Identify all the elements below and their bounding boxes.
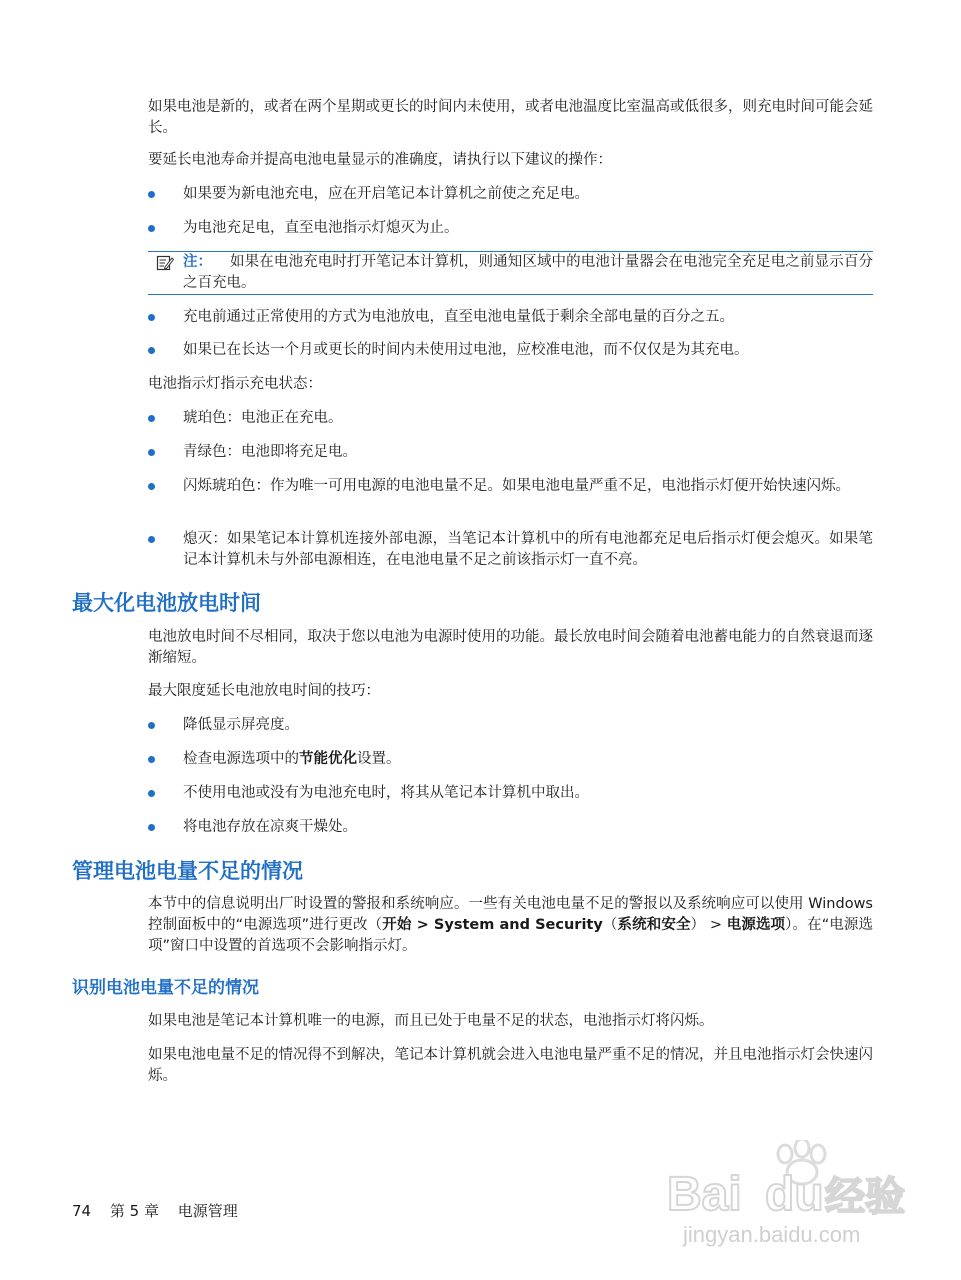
list-item: 为电池充足电，直至电池指示灯熄灭为止。 (148, 218, 873, 239)
bullet-icon (148, 824, 155, 831)
list-item: 将电池存放在凉爽干燥处。 (148, 817, 873, 838)
page-footer (72, 1201, 252, 1222)
bullet-icon (148, 191, 155, 198)
note-pencil-icon (156, 254, 174, 272)
section-heading-low-battery: 管理电池电量不足的情况 (72, 859, 303, 883)
list-item: 青绿色：电池即将充足电。 (148, 442, 873, 463)
maximize-paragraph-1: 电池放电时间不尽相同，取决于您以电池为电源时使用的功能。最长放电时间会随着电池蓄电能力的自然衰退而逐渐缩短。 (148, 629, 873, 666)
list-item: 琥珀色：电池正在充电。 (148, 408, 873, 429)
list-item: 充电前通过正常使用的方式为电池放电，直至电池电量低于剩余全部电量的百分之五。 (148, 307, 873, 328)
bullet-icon (148, 415, 155, 422)
list-item: 检查电源选项中的节能优化设置。 (148, 749, 873, 770)
intro-paragraph-1: 如果电池是新的，或者在两个星期或更长的时间内未使用，或者电池温度比室温高或低很多，则充电时间可能会延长。 (148, 99, 873, 136)
watermark-logo-text: Bai (667, 1168, 742, 1221)
bullet-icon (148, 722, 155, 729)
bullet-icon (148, 449, 155, 456)
page-number: 74 (72, 1202, 92, 1220)
list-item: 降低显示屏亮度。 (148, 715, 873, 736)
bullet-icon (148, 314, 155, 321)
subsection-heading-identify: 识别电池电量不足的情况 (72, 978, 259, 998)
low-battery-paragraph: 本节中的信息说明出厂时设置的警报和系统响应。一些有关电池电量不足的警报以及系统响应可以使用 Windows 控制面板中的“电源选项”进行更改（开始 > System and Security（系统和安全） > 电源选项）。在“电源选项”窗口中设置的首选项不会影响指示灯。 (148, 896, 874, 954)
bullet-icon (148, 347, 155, 354)
baidu-watermark (665, 1140, 925, 1250)
list-item: 不使用电池或没有为电池充电时，将其从笔记本计算机中取出。 (148, 783, 873, 804)
chapter-title: 电源管理 (177, 1202, 238, 1220)
indicator-intro: 电池指示灯指示充电状态： (148, 376, 322, 392)
list-item: 如果要为新电池充电，应在开启笔记本计算机之前使之充足电。 (148, 184, 873, 205)
note-label: 注： (183, 254, 212, 270)
identify-paragraph-2: 如果电池电量不足的情况得不到解决，笔记本计算机就会进入电池电量严重不足的情况，并且电池指示灯会快速闪烁。 (148, 1047, 873, 1084)
power-saver-setting-name: 节能优化 (299, 751, 357, 767)
bullet-icon (148, 790, 155, 797)
note-text: 如果在电池充电时打开笔记本计算机，则通知区域中的电池计量器会在电池完全充足电之前显示百分之百充电。 (183, 254, 873, 291)
list-item: 如果已在长达一个月或更长的时间内未使用过电池，应校准电池，而不仅仅是为其充电。 (148, 340, 873, 361)
bullet-icon (148, 536, 155, 543)
section-heading-maximize: 最大化电池放电时间 (72, 591, 261, 615)
intro-paragraph-2: 要延长电池寿命并提高电池电量显示的准确度，请执行以下建议的操作： (148, 152, 612, 168)
watermark-logo-text-2: du (765, 1168, 824, 1221)
list-item: 熄灭：如果笔记本计算机连接外部电源，当笔记本计算机中的所有电池都充足电后指示灯便会熄灭。如果笔记本计算机未与外部电源相连，在电池电量不足之前该指示灯一直不亮。 (148, 529, 873, 571)
watermark-logo-cn: 经验 (825, 1174, 905, 1220)
chapter-number: 第 5 章 (109, 1202, 159, 1220)
bullet-icon (148, 225, 155, 232)
bullet-icon (148, 756, 155, 763)
note-box (148, 251, 873, 295)
list-item: 闪烁琥珀色：作为唯一可用电源的电池电量不足。如果电池电量严重不足，电池指示灯便开始快速闪烁。 (148, 476, 873, 497)
bullet-icon (148, 483, 155, 490)
watermark-url: jingyan.baidu.com (683, 1222, 861, 1247)
identify-paragraph-1: 如果电池是笔记本计算机唯一的电源，而且已处于电量不足的状态，电池指示灯将闪烁。 (148, 1013, 714, 1029)
maximize-paragraph-2: 最大限度延长电池放电时间的技巧： (148, 683, 380, 699)
